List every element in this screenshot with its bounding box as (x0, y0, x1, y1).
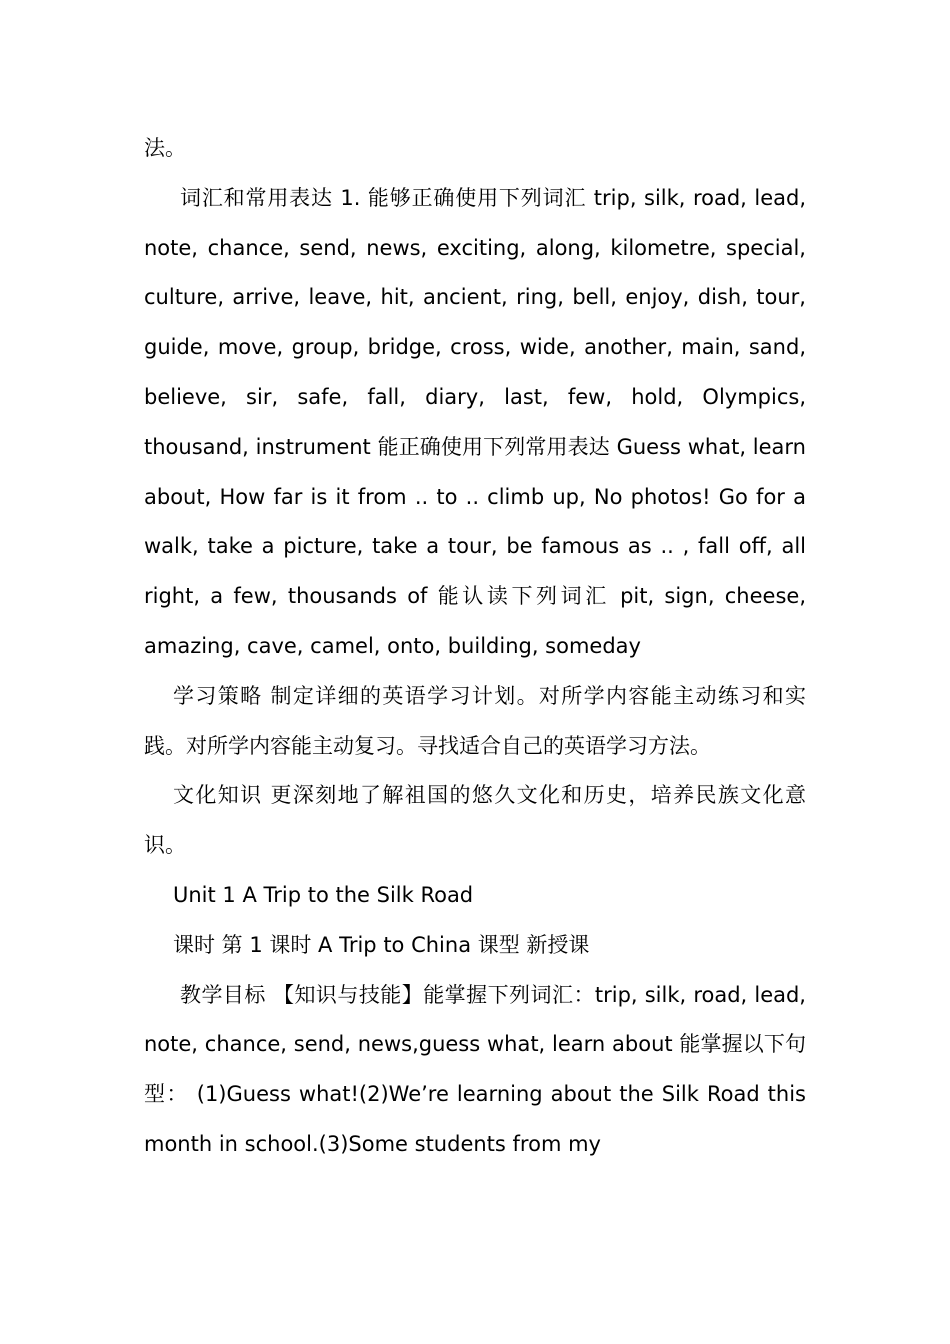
document-body (144, 124, 806, 1170)
paragraph-continuation: 法。 (144, 136, 186, 160)
lesson-info: 课时 第 1 课时 A Trip to China 课型 新授课 (173, 932, 590, 957)
paragraph-learning-strategy: 学习策略 制定详细的英语学习计划。对所学内容能主动练习和实践。对所学内容能主动复习。寻找适合自己的英语学习方法。 (144, 683, 806, 758)
unit-heading: Unit 1 A Trip to the Silk Road (173, 882, 474, 907)
paragraph-culture: 文化知识 更深刻地了解祖国的悠久文化和历史，培养民族文化意识。 (144, 783, 806, 858)
paragraph-vocabulary: 词汇和常用表达 1. 能够正确使用下列词汇 trip, silk, road, lead, note, chance, send, news, exciting, along, kilometre, special, culture, arrive, leave, hit, ancient, ring, bell, enjoy, dish, tour, guide, move, group, bridge, cross, wide, another, main, sand, believe, sir, safe, fall, diary, last, few, hold, Olympics, thousand, instrument 能正确使用下列常用表达 Guess what, learn about, How far is it from .. to .. climb up, No photos! Go for a walk, take a picture, take a tour, be famous as .. , fall off, all right, a few, thousands of 能认读下列词汇 pit, sign, cheese, amazing, cave, camel, onto, building, someday (144, 185, 806, 658)
paragraph-teaching-objectives: 教学目标 【知识与技能】能掌握下列词汇：trip, silk, road, lead, note, chance, send, news,guess what, learn about 能掌握以下句型： (1)Guess what!(2)We’re learning about the Silk Road this month in school.(3)Some students from my (144, 982, 806, 1156)
